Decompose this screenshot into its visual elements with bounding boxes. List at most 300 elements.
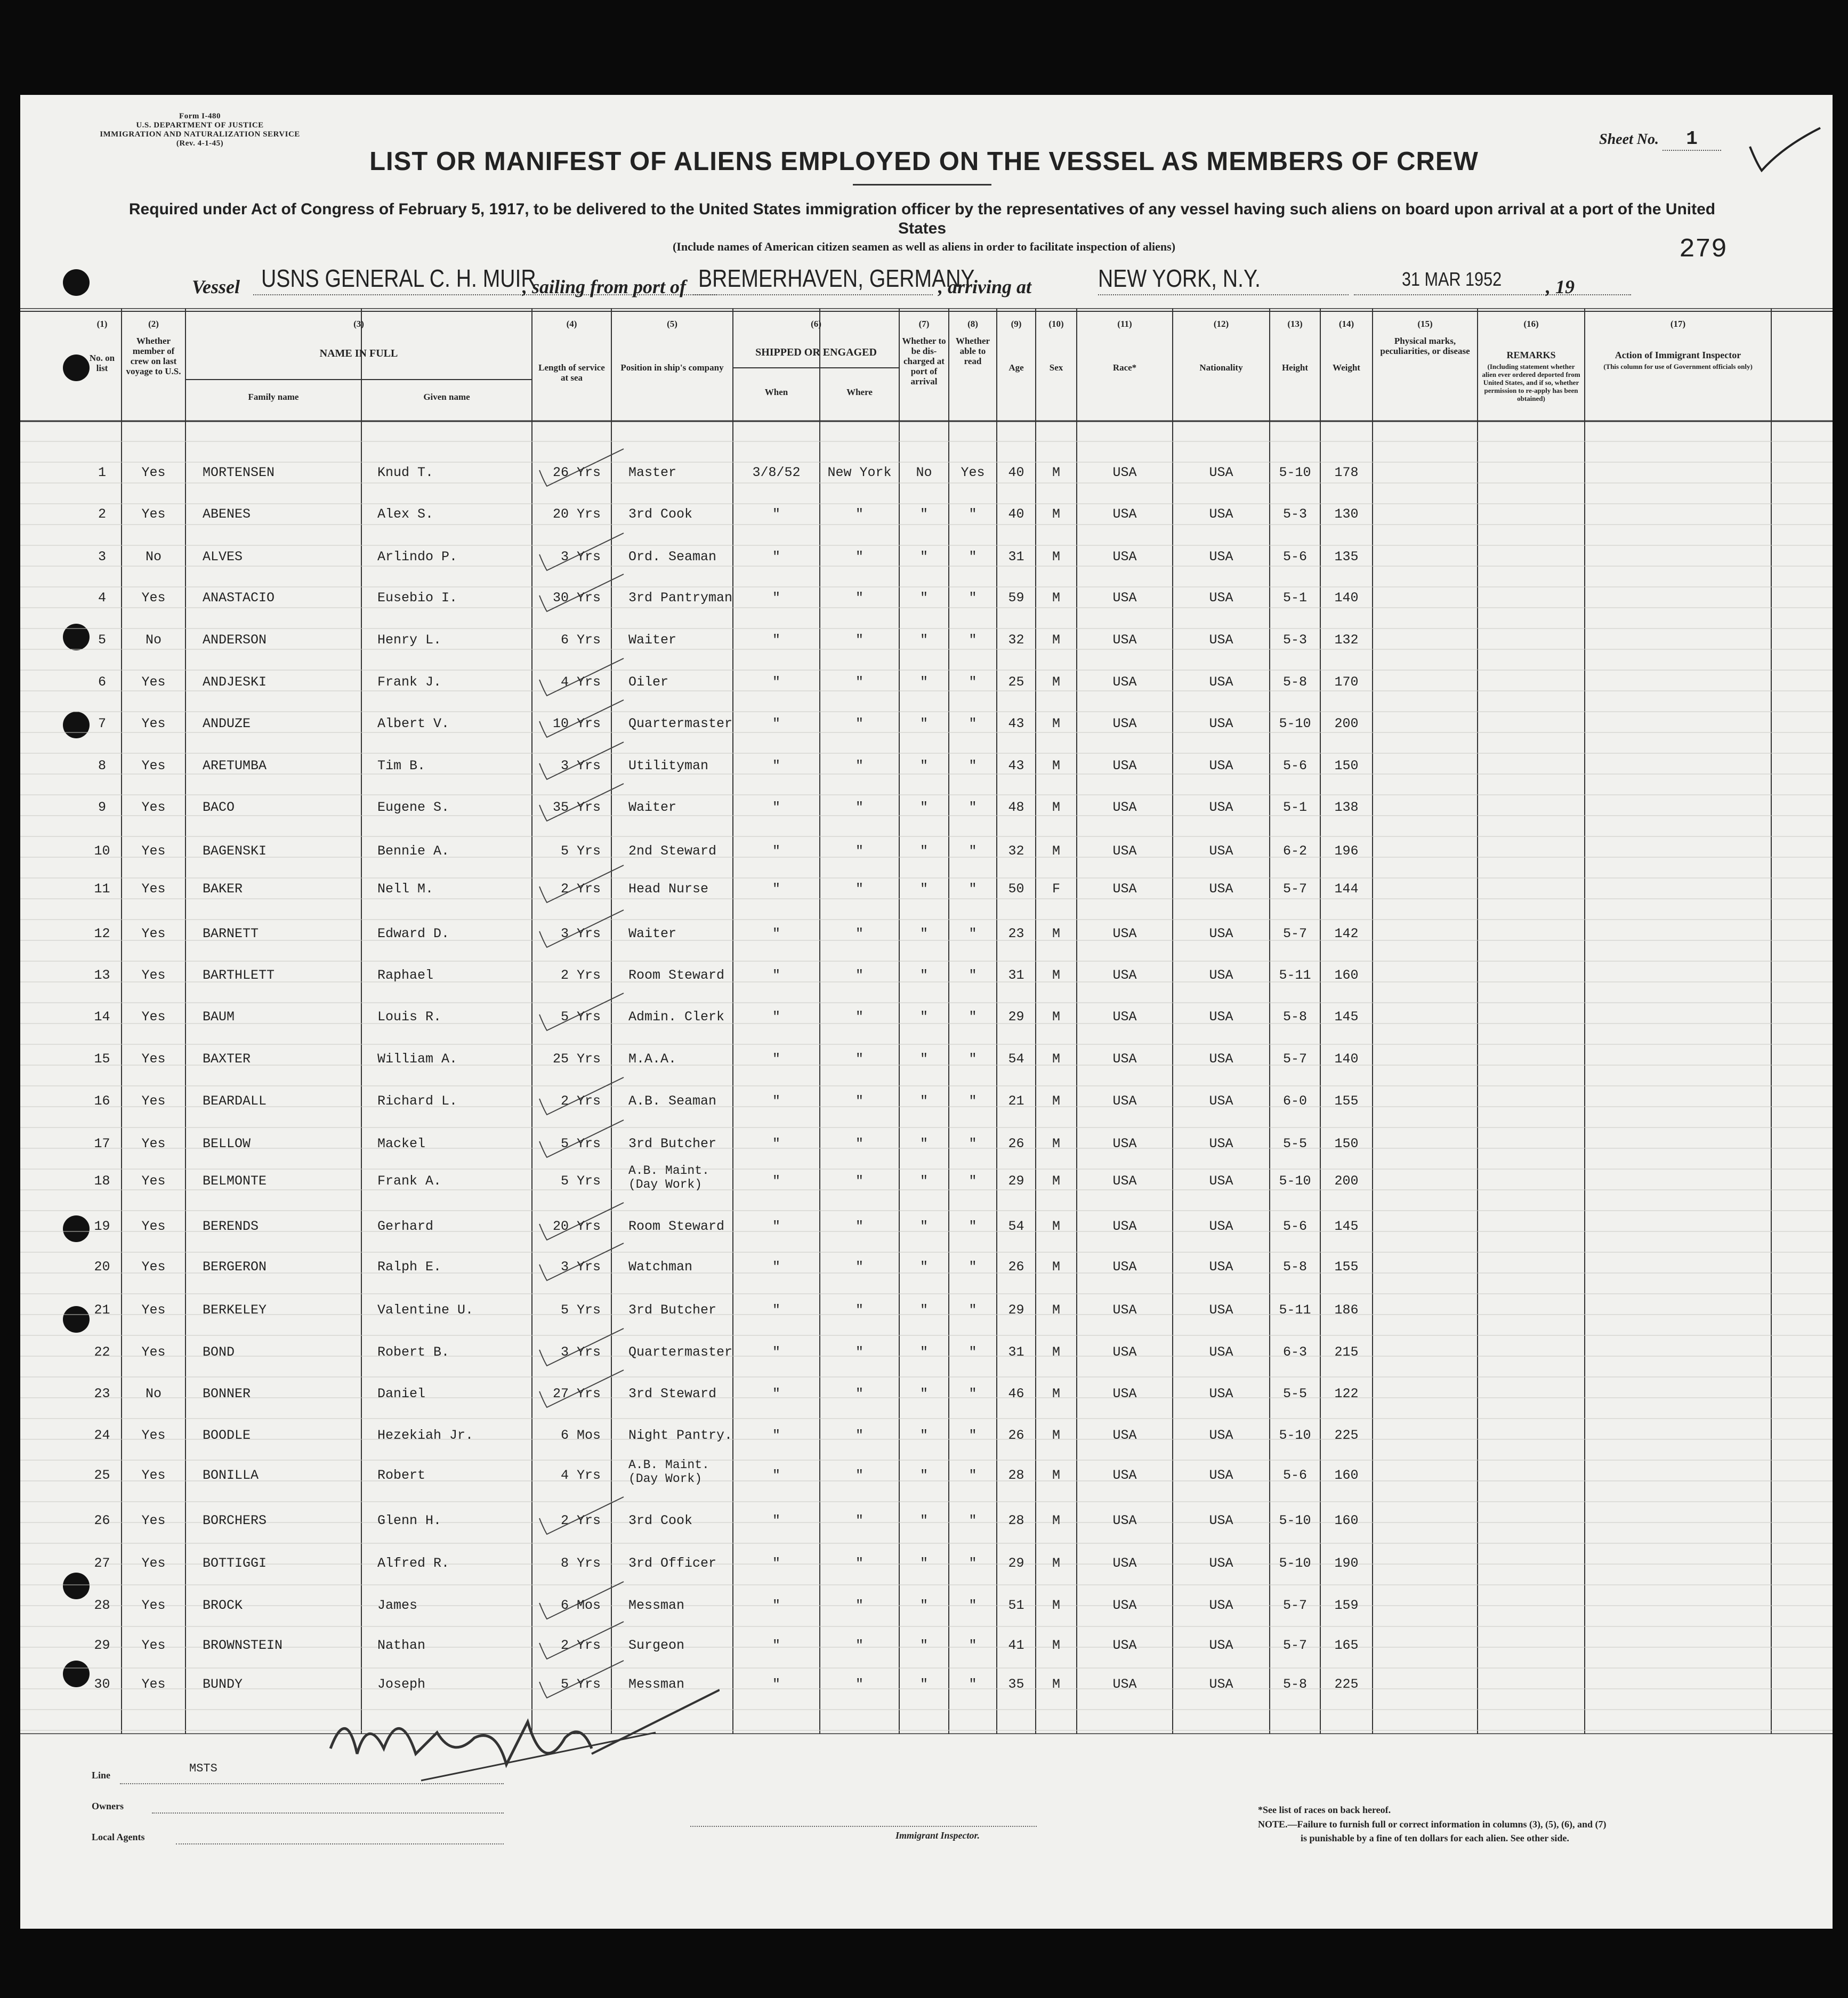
cell-col-3: BARNETT xyxy=(203,926,259,941)
cell-col-13: USA xyxy=(1112,674,1137,690)
cell-col-9: " xyxy=(919,716,928,731)
cell-col-6: Waiter xyxy=(628,632,677,648)
cell-col-8: " xyxy=(855,1136,864,1151)
cell-col-10: " xyxy=(969,1009,977,1025)
cell-col-8: " xyxy=(855,800,864,815)
cell-col-3: ANDUZE xyxy=(203,716,251,731)
cell-col-4: Tim B. xyxy=(377,758,426,774)
arriving-port: NEW YORK, N.Y. xyxy=(1098,264,1261,292)
cell-col-1: 8 xyxy=(98,758,106,774)
cell-col-15: 5-6 xyxy=(1282,549,1307,565)
cell-col-5: 8 Yrs xyxy=(560,1556,601,1571)
cell-col-9: " xyxy=(919,1556,928,1571)
cell-col-4: Richard L. xyxy=(377,1093,458,1109)
cell-col-13: USA xyxy=(1112,632,1137,648)
cell-col-2: Yes xyxy=(141,1677,166,1692)
cell-col-16: 132 xyxy=(1334,632,1359,648)
cell-col-5: 4 Yrs xyxy=(560,674,601,690)
col-15-number: (15) xyxy=(1417,319,1433,329)
cell-col-5: 5 Yrs xyxy=(560,1302,601,1318)
col-8-label: Whether able to read xyxy=(955,336,990,366)
cell-col-13: USA xyxy=(1112,1051,1137,1067)
cell-col-5: 27 Yrs xyxy=(552,1386,601,1401)
cell-col-7: " xyxy=(772,843,780,859)
cell-col-11: 21 xyxy=(1008,1093,1024,1109)
cell-col-6: 3rd Cook xyxy=(628,506,693,522)
page-subnote: (Include names of American citizen seamen as well as aliens in order to facilitate inspection of aliens) xyxy=(672,240,1176,253)
cell-col-2: No xyxy=(145,632,162,648)
cell-col-7: " xyxy=(772,1259,780,1275)
cell-col-5: 5 Yrs xyxy=(560,843,601,859)
cell-col-16: 186 xyxy=(1334,1302,1359,1318)
cell-col-12: M xyxy=(1052,549,1060,565)
cell-col-14: USA xyxy=(1209,1428,1233,1443)
cell-col-2: Yes xyxy=(141,1428,166,1443)
cell-col-4: Eugene S. xyxy=(377,800,450,815)
cell-col-9: " xyxy=(919,1093,928,1109)
cell-col-10: " xyxy=(969,1136,977,1151)
cell-col-8: " xyxy=(855,632,864,648)
col-5-number: (5) xyxy=(667,319,677,329)
cell-col-5: 5 Yrs xyxy=(560,1677,601,1692)
col-14-number: (14) xyxy=(1338,319,1354,329)
cell-col-8: " xyxy=(855,506,864,522)
col-10-number: (10) xyxy=(1048,319,1064,329)
cell-col-11: 29 xyxy=(1008,1009,1024,1025)
cell-col-5: 4 Yrs xyxy=(560,1468,601,1483)
cell-col-13: USA xyxy=(1112,590,1137,606)
cell-col-6: Head Nurse xyxy=(628,881,709,897)
cell-col-13: USA xyxy=(1112,1556,1137,1571)
cell-col-7: " xyxy=(772,1556,780,1571)
punch-hole xyxy=(63,269,90,296)
cell-col-11: 40 xyxy=(1008,506,1024,522)
cell-col-7: " xyxy=(772,926,780,941)
cell-col-12: M xyxy=(1052,1513,1060,1528)
cell-col-2: Yes xyxy=(141,1598,166,1613)
cell-col-2: Yes xyxy=(141,1136,166,1151)
cell-col-13: USA xyxy=(1112,1259,1137,1275)
cell-col-3: ALVES xyxy=(203,549,243,565)
cell-col-6: Quartermaster xyxy=(628,1344,733,1360)
cell-col-6: (Day Work) xyxy=(628,1472,703,1486)
cell-col-1: 3 xyxy=(98,549,106,565)
cell-col-16: 160 xyxy=(1334,968,1359,983)
cell-col-8: " xyxy=(855,1428,864,1443)
cell-col-4: Knud T. xyxy=(377,465,434,480)
cell-col-16: 140 xyxy=(1334,1051,1359,1067)
cell-col-8: " xyxy=(855,1219,864,1234)
cell-col-10: " xyxy=(969,1302,977,1318)
cell-col-12: M xyxy=(1052,1302,1060,1318)
cell-col-6: Master xyxy=(628,465,677,480)
cell-col-4: Nathan xyxy=(377,1638,426,1653)
col-17-sublabel: (This column for use of Government officials only) xyxy=(1603,362,1753,370)
cell-col-5: 3 Yrs xyxy=(560,758,601,774)
cell-col-10: " xyxy=(969,1598,977,1613)
cell-col-9: " xyxy=(919,674,928,690)
cell-col-12: M xyxy=(1052,465,1060,480)
cell-col-6: 3rd Pantryman xyxy=(628,590,733,606)
cell-col-7: " xyxy=(772,1009,780,1025)
cell-col-7: " xyxy=(772,1136,780,1151)
cell-col-5: 2 Yrs xyxy=(560,1093,601,1109)
cell-col-16: 140 xyxy=(1334,590,1359,606)
cell-col-4: Mackel xyxy=(377,1136,426,1151)
cell-col-4: Ralph E. xyxy=(377,1259,442,1275)
cell-col-10: " xyxy=(969,1513,977,1528)
cell-col-3: BAGENSKI xyxy=(203,843,267,859)
cell-col-7: " xyxy=(772,1051,780,1067)
cell-col-15: 5-10 xyxy=(1279,1428,1311,1443)
cell-col-11: 23 xyxy=(1008,926,1024,941)
col-5-label: Position in ship's company xyxy=(620,362,724,373)
cell-col-6: Utilityman xyxy=(628,758,709,774)
col-12-number: (12) xyxy=(1213,319,1229,329)
cell-col-6: Waiter xyxy=(628,926,677,941)
cell-col-13: USA xyxy=(1112,465,1137,480)
cell-col-16: 170 xyxy=(1334,674,1359,690)
cell-col-11: 40 xyxy=(1008,465,1024,480)
cell-col-1: 28 xyxy=(94,1598,110,1613)
cell-col-7: " xyxy=(772,549,780,565)
cell-col-11: 26 xyxy=(1008,1136,1024,1151)
cell-col-9: " xyxy=(919,549,928,565)
cell-col-11: 59 xyxy=(1008,590,1024,606)
cell-col-4: Henry L. xyxy=(377,632,442,648)
cell-col-3: BAKER xyxy=(203,881,243,897)
cell-col-8: " xyxy=(855,1051,864,1067)
cell-col-16: 155 xyxy=(1334,1093,1359,1109)
cell-col-11: 28 xyxy=(1008,1468,1024,1483)
col-17-label: Action of Immigrant Inspector xyxy=(1615,350,1741,360)
cell-col-9: " xyxy=(919,1051,928,1067)
cell-col-7: " xyxy=(772,758,780,774)
cell-col-4: Joseph xyxy=(377,1677,426,1692)
cell-col-6: Admin. Clerk xyxy=(628,1009,725,1025)
cell-col-3: BOND xyxy=(203,1344,235,1360)
cell-col-7: " xyxy=(772,1173,780,1189)
cell-col-8: " xyxy=(855,1009,864,1025)
vessel-label: Vessel xyxy=(192,276,240,297)
cell-col-3: BELLOW xyxy=(203,1136,251,1151)
cell-col-11: 31 xyxy=(1008,968,1024,983)
cell-col-15: 5-10 xyxy=(1279,1556,1311,1571)
cell-col-15: 5-6 xyxy=(1282,1219,1307,1234)
cell-col-5: 5 Yrs xyxy=(560,1009,601,1025)
cell-col-14: USA xyxy=(1209,590,1233,606)
cell-col-12: F xyxy=(1052,881,1060,897)
cell-col-12: M xyxy=(1052,1598,1060,1613)
cell-col-14: USA xyxy=(1209,1344,1233,1360)
cell-col-8: " xyxy=(855,926,864,941)
cell-col-10: " xyxy=(969,926,977,941)
cell-col-4: Hezekiah Jr. xyxy=(377,1428,474,1443)
cell-col-10: " xyxy=(969,674,977,690)
col-16-sublabel: (Including statement whether alien ever ordered deported from United States, and if so, whether permission to re-apply has been obtained) xyxy=(1482,362,1580,402)
cell-col-16: 142 xyxy=(1334,926,1359,941)
cell-col-9: " xyxy=(919,800,928,815)
cell-col-5: 6 Mos xyxy=(560,1428,601,1443)
cell-col-8: New York xyxy=(827,465,892,480)
cell-col-2: Yes xyxy=(141,1173,166,1189)
cell-col-15: 5-10 xyxy=(1279,1513,1311,1528)
handwritten-signature xyxy=(314,1674,720,1802)
cell-col-8: " xyxy=(855,590,864,606)
cell-col-11: 26 xyxy=(1008,1428,1024,1443)
col-3-given-label: Given name xyxy=(423,392,470,402)
cell-col-12: M xyxy=(1052,1009,1060,1025)
cell-col-11: 46 xyxy=(1008,1386,1024,1401)
cell-col-16: 225 xyxy=(1334,1428,1359,1443)
cell-col-4: Frank J. xyxy=(377,674,442,690)
cell-col-6: A.B. Maint. xyxy=(628,1458,709,1472)
cell-col-14: USA xyxy=(1209,926,1233,941)
cell-col-12: M xyxy=(1052,1051,1060,1067)
cell-col-3: BORCHERS xyxy=(203,1513,267,1528)
cell-col-12: M xyxy=(1052,1386,1060,1401)
cell-col-3: MORTENSEN xyxy=(203,465,275,480)
cell-col-10: " xyxy=(969,1638,977,1653)
cell-col-9: " xyxy=(919,1677,928,1692)
cell-col-3: BROWNSTEIN xyxy=(203,1638,283,1653)
cell-col-12: M xyxy=(1052,1468,1060,1483)
cell-col-9: " xyxy=(919,1302,928,1318)
cell-col-16: 190 xyxy=(1334,1556,1359,1571)
cell-col-14: USA xyxy=(1209,1677,1233,1692)
cell-col-10: " xyxy=(969,632,977,648)
note-races: *See list of races on back hereof. xyxy=(1258,1804,1391,1815)
cell-col-1: 2 xyxy=(98,506,106,522)
cell-col-1: 13 xyxy=(94,968,110,983)
cell-col-4: Albert V. xyxy=(377,716,450,731)
sheet-number: Sheet No. 1 xyxy=(1599,128,1721,151)
cell-col-14: USA xyxy=(1209,549,1233,565)
cell-col-3: BOTTIGGI xyxy=(203,1556,267,1571)
cell-col-15: 5-6 xyxy=(1282,758,1307,774)
cell-col-5: 3 Yrs xyxy=(560,1344,601,1360)
cell-col-2: No xyxy=(145,1386,162,1401)
col-14-label: Weight xyxy=(1333,362,1360,373)
cell-col-7: " xyxy=(772,800,780,815)
cell-col-15: 5-10 xyxy=(1279,465,1311,480)
cell-col-16: 165 xyxy=(1334,1638,1359,1653)
cell-col-14: USA xyxy=(1209,843,1233,859)
cell-col-1: 4 xyxy=(98,590,106,606)
cell-col-10: " xyxy=(969,1093,977,1109)
cell-col-13: USA xyxy=(1112,549,1137,565)
cell-col-2: Yes xyxy=(141,1556,166,1571)
cell-col-8: " xyxy=(855,716,864,731)
sailing-label: , sailing from port of xyxy=(522,276,687,297)
cell-col-5: 20 Yrs xyxy=(552,1219,601,1234)
cell-col-9: " xyxy=(919,1386,928,1401)
cell-col-13: USA xyxy=(1112,881,1137,897)
cell-col-4: Robert B. xyxy=(377,1344,450,1360)
cell-col-10: " xyxy=(969,590,977,606)
cell-col-1: 27 xyxy=(94,1556,110,1571)
cell-col-4: Eusebio I. xyxy=(377,590,458,606)
col-2-label: Whether member of crew on last voyage to U.S. xyxy=(126,336,181,376)
cell-col-13: USA xyxy=(1112,1638,1137,1653)
col-3-number: (3) xyxy=(353,319,364,329)
cell-col-15: 5-7 xyxy=(1282,1598,1307,1613)
cell-col-9: " xyxy=(919,843,928,859)
cell-col-14: USA xyxy=(1209,1302,1233,1318)
cell-col-6: 3rd Butcher xyxy=(628,1136,717,1151)
cell-col-13: USA xyxy=(1112,1302,1137,1318)
cell-col-9: " xyxy=(919,1513,928,1528)
col-6-where-label: Where xyxy=(846,387,873,397)
col-17-number: (17) xyxy=(1670,319,1686,329)
cell-col-3: BOODLE xyxy=(203,1428,251,1443)
sailing-port: BREMERHAVEN, GERMANY xyxy=(698,264,975,292)
cell-col-8: " xyxy=(855,1386,864,1401)
cell-col-9: " xyxy=(919,1638,928,1653)
cell-col-8: " xyxy=(855,1259,864,1275)
cell-col-13: USA xyxy=(1112,506,1137,522)
cell-col-2: Yes xyxy=(141,716,166,731)
cell-col-9: " xyxy=(919,506,928,522)
cell-col-3: ANDERSON xyxy=(203,632,267,648)
cell-col-15: 5-8 xyxy=(1282,674,1307,690)
cell-col-2: Yes xyxy=(141,1513,166,1528)
cell-col-6: Surgeon xyxy=(628,1638,685,1653)
cell-col-6: Ord. Seaman xyxy=(628,549,717,565)
cell-col-2: No xyxy=(145,549,162,565)
cell-col-8: " xyxy=(855,1093,864,1109)
cell-col-3: ANASTACIO xyxy=(203,590,275,606)
cell-col-16: 122 xyxy=(1334,1386,1359,1401)
cell-col-12: M xyxy=(1052,1428,1060,1443)
cell-col-7: " xyxy=(772,674,780,690)
cell-col-13: USA xyxy=(1112,1173,1137,1189)
cell-col-15: 5-3 xyxy=(1282,506,1307,522)
cell-col-13: USA xyxy=(1112,758,1137,774)
cell-col-11: 48 xyxy=(1008,800,1024,815)
line-value: MSTS xyxy=(189,1762,217,1775)
cell-col-3: BAXTER xyxy=(203,1051,251,1067)
cell-col-14: USA xyxy=(1209,1556,1233,1571)
cell-col-16: 150 xyxy=(1334,1136,1359,1151)
cell-col-3: BEARDALL xyxy=(203,1093,267,1109)
cell-col-7: 3/8/52 xyxy=(752,465,801,480)
cell-col-10: " xyxy=(969,1428,977,1443)
cell-col-14: USA xyxy=(1209,674,1233,690)
cell-col-13: USA xyxy=(1112,1386,1137,1401)
cell-col-15: 5-1 xyxy=(1282,800,1307,815)
cell-col-12: M xyxy=(1052,1219,1060,1234)
cell-col-13: USA xyxy=(1112,1677,1137,1692)
cell-col-12: M xyxy=(1052,758,1060,774)
cell-col-1: 12 xyxy=(94,926,110,941)
cell-col-1: 22 xyxy=(94,1344,110,1360)
cell-col-11: 29 xyxy=(1008,1556,1024,1571)
cell-col-2: Yes xyxy=(141,968,166,983)
cell-col-9: " xyxy=(919,1468,928,1483)
cell-col-14: USA xyxy=(1209,1051,1233,1067)
cell-col-8: " xyxy=(855,1513,864,1528)
vessel-line xyxy=(192,264,1631,301)
cell-col-10: Yes xyxy=(961,465,985,480)
cell-col-11: 51 xyxy=(1008,1598,1024,1613)
cell-col-1: 15 xyxy=(94,1051,110,1067)
cell-col-6: Quartermaster xyxy=(628,716,733,731)
cell-col-15: 5-5 xyxy=(1282,1136,1307,1151)
cell-col-3: ABENES xyxy=(203,506,251,522)
cell-col-12: M xyxy=(1052,1556,1060,1571)
cell-col-9: " xyxy=(919,968,928,983)
col-1-number: (1) xyxy=(96,319,108,329)
col-16-label: REMARKS xyxy=(1506,350,1556,360)
cell-col-9: " xyxy=(919,1344,928,1360)
cell-col-8: " xyxy=(855,1468,864,1483)
cell-col-2: Yes xyxy=(141,590,166,606)
cell-col-16: 145 xyxy=(1334,1219,1359,1234)
cell-col-4: Glenn H. xyxy=(377,1513,442,1528)
cell-col-12: M xyxy=(1052,926,1060,941)
cell-col-2: Yes xyxy=(141,465,166,480)
cell-col-1: 19 xyxy=(94,1219,110,1234)
cell-col-4: Alfred R. xyxy=(377,1556,450,1571)
cell-col-1: 25 xyxy=(94,1468,110,1483)
cell-col-13: USA xyxy=(1112,1219,1137,1234)
cell-col-15: 5-7 xyxy=(1282,881,1307,897)
cell-col-5: 25 Yrs xyxy=(552,1051,601,1067)
cell-col-15: 5-8 xyxy=(1282,1009,1307,1025)
cell-col-4: Louis R. xyxy=(377,1009,442,1025)
col-13-number: (13) xyxy=(1287,319,1303,329)
cell-col-13: USA xyxy=(1112,1513,1137,1528)
cell-col-2: Yes xyxy=(141,674,166,690)
cell-col-1: 21 xyxy=(94,1302,110,1318)
cell-col-7: " xyxy=(772,632,780,648)
cell-col-11: 50 xyxy=(1008,881,1024,897)
cell-col-12: M xyxy=(1052,1259,1060,1275)
cell-col-11: 43 xyxy=(1008,716,1024,731)
cell-col-2: Yes xyxy=(141,1009,166,1025)
cell-col-4: Raphael xyxy=(377,968,434,983)
note-penalty-2: is punishable by a fine of ten dollars for each alien. See other side. xyxy=(1301,1833,1569,1843)
cell-col-16: 200 xyxy=(1334,716,1359,731)
cell-col-11: 43 xyxy=(1008,758,1024,774)
owners-label: Owners xyxy=(92,1801,124,1811)
cell-col-12: M xyxy=(1052,1136,1060,1151)
col-13-label: Height xyxy=(1281,362,1309,373)
cell-col-16: 160 xyxy=(1334,1513,1359,1528)
cell-col-7: " xyxy=(772,506,780,522)
cell-col-15: 5-7 xyxy=(1282,926,1307,941)
cell-col-12: M xyxy=(1052,1173,1060,1189)
cell-col-6: Night Pantry. xyxy=(628,1428,733,1443)
cell-col-4: William A. xyxy=(377,1051,458,1067)
cell-col-15: 5-7 xyxy=(1282,1638,1307,1653)
cell-col-15: 5-11 xyxy=(1279,968,1311,983)
cell-col-1: 24 xyxy=(94,1428,110,1443)
cell-col-1: 5 xyxy=(98,632,106,648)
cell-col-16: 144 xyxy=(1334,881,1359,897)
cell-col-8: " xyxy=(855,968,864,983)
cell-col-2: Yes xyxy=(141,926,166,941)
cell-col-2: Yes xyxy=(141,1344,166,1360)
cell-col-11: 54 xyxy=(1008,1051,1024,1067)
cell-col-5: 6 Yrs xyxy=(560,632,601,648)
cell-col-12: M xyxy=(1052,800,1060,815)
cell-col-4: Nell M. xyxy=(377,881,434,897)
cell-col-5: 5 Yrs xyxy=(560,1136,601,1151)
cell-col-14: USA xyxy=(1209,1513,1233,1528)
cell-col-10: " xyxy=(969,716,977,731)
